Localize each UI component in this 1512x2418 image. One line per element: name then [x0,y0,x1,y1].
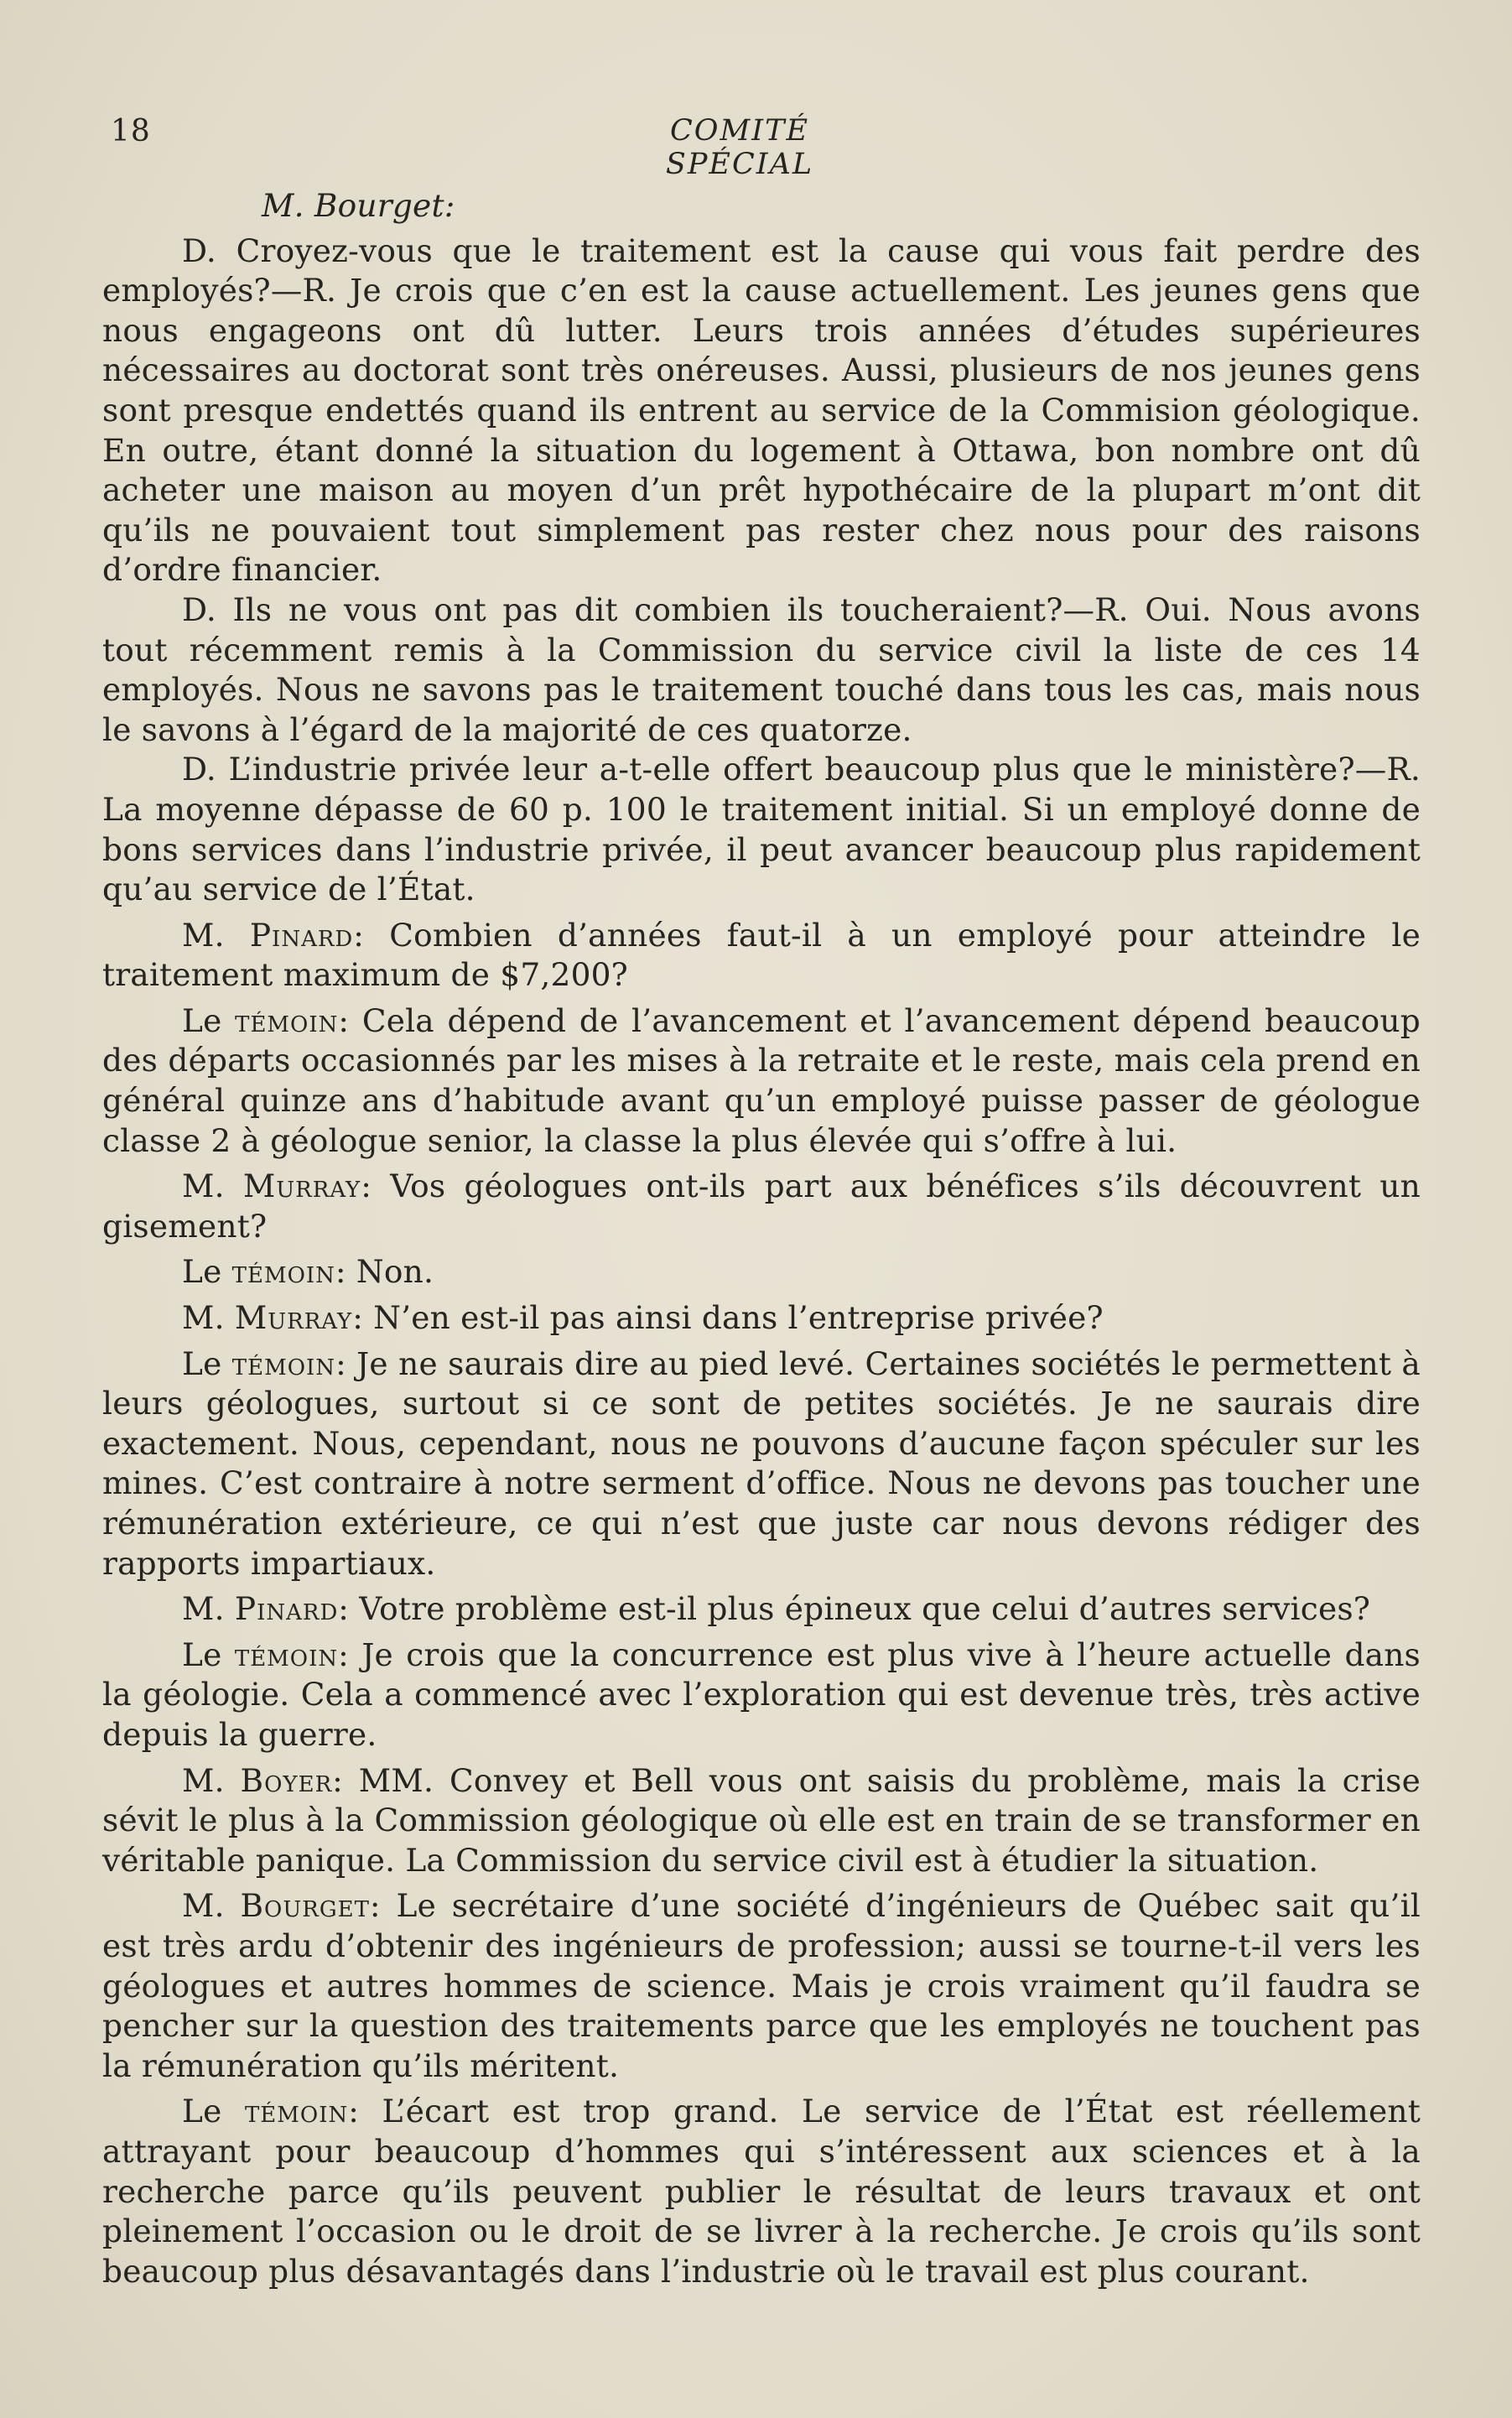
paragraph [102,1344,1421,1584]
speaker-prefix: Le [182,1635,235,1673]
paragraph-text: D. Ils ne vous ont pas dit combien ils toucheraient?—R. Oui. Nous avons tout récemment remis à la Commission du service civil la liste de ces 14 employés. Nous ne savons pas le traitement touché dans tous les cas, mais nous le savons à l’égard de la majorité de ces quatorze. [102,590,1421,748]
speaker-name: Bourget [240,1887,370,1925]
paragraph-text: : Votre problème est-il plus épineux que celui d’autres services? [338,1590,1371,1628]
speaker-name: témoin [244,2093,349,2130]
paragraph-text: : Combien d’années faut-il à un employé pour atteindre le traitement maximum de $7,200? [102,916,1421,994]
speaker-name: témoin [231,1253,335,1291]
speaker-heading: M. Bourget: [262,187,455,224]
paragraph-text: : Vos géologues ont-ils part aux bénéfices s’ils découvrent un gisement? [102,1167,1421,1245]
speaker-prefix: Le [182,1344,232,1382]
speaker-prefix: M. [182,916,250,954]
transcript-body [102,186,1421,2291]
running-title: COMITÉ SPÉCIAL [665,114,814,181]
speaker-prefix: M. [182,1167,243,1205]
paragraph-text: : L’écart est trop grand. Le service de l’État est réellement attrayant pour beaucoup d’hommes qui s’intéressent aux sciences et à la recherche parce qu’ils peuvent publier le résultat de leurs travaux et ont pleinement l’occasion ou le droit de se livrer à la recherche. Je crois qu’ils sont beaucoup plus désavantagés dans l’industrie où le travail est plus courant. [102,2093,1421,2290]
paragraph [102,916,1421,996]
speaker-prefix: M. [182,1761,241,1799]
speaker-name: Boyer [240,1761,333,1799]
paragraph [102,1252,1421,1292]
paragraph-text: : Je ne saurais dire au pied levé. Certaines sociétés le permettent à leurs géologues, surtout si ce sont de petites sociétés. Je ne saurais dire exactement. Nous, cependant, nous ne pouvons d’aucune façon spéculer sur les mines. C’est contraire à notre serment d’office. Nous ne devons pas toucher une rémunération extérieure, ce qui n’est que juste car nous devons rédiger des rapports impartiaux. [102,1344,1421,1582]
paragraph [102,231,1421,590]
speaker-prefix: Le [182,1253,232,1291]
paragraph-text: D. L’industrie privée leur a-t-elle offert beaucoup plus que le ministère?—R. La moyenne dépasse de 60 p. 100 le traitement initial. Si un employé donne de bons services dans l’industrie privée, il peut avancer beaucoup plus rapidement qu’au service de l’État. [102,751,1421,908]
page-number: 18 [111,114,151,148]
paragraph-text: : Non. [335,1253,434,1291]
speaker-name: témoin [235,1001,339,1039]
paragraph [102,1886,1421,2086]
paragraph-text: : Je crois que la concurrence est plus vive à l’heure actuelle dans la géologie. Cela a commencé avec l’exploration qui est devenue très, très active depuis la guerre. [102,1635,1421,1753]
paragraph [102,1635,1421,1755]
paragraph-text: : N’en est-il pas ainsi dans l’entreprise privée? [352,1299,1104,1337]
speaker-name: Murray [234,1299,353,1337]
paragraph [102,1761,1421,1881]
paragraph [102,1298,1421,1339]
speaker-name: Murray [242,1167,361,1205]
speaker-prefix: Le [182,1001,236,1039]
paragraph-text: : Cela dépend de l’avancement et l’avancement dépend beaucoup des départs occasionnés par les mises à la retraite et le reste, mais cela prend en général quinze ans d’habitude avant qu’un employé puisse passer de géologue classe 2 à géologue senior, la classe la plus élevée qui s’offre à lui. [102,1001,1421,1159]
speaker-name: témoin [234,1635,339,1673]
paragraph-text: : MM. Convey et Bell vous ont saisis du problème, mais la crise sévit le plus à la Commission géologique où elle est en train de se transformer en véritable panique. La Commission du service civil est à étudier la situation. [102,1761,1421,1879]
paragraph-text: : Le secrétaire d’une société d’ingénieurs de Québec sait qu’il est très ardu d’obtenir des ingénieurs de profession; aussi se tourne-t-il vers les géologues et autres hommes de science. Mais je crois vraiment qu’il faudra se pencher sur la question des traitements parce que les employés ne touchent pas la rémunération qu’ils méritent. [102,1887,1421,2084]
paragraph [102,1001,1421,1161]
page-header [111,114,1419,181]
speaker-prefix: M. [182,1590,235,1628]
speaker-prefix: M. [182,1887,241,1925]
speaker-prefix: Le [182,2093,245,2130]
paragraph [102,1167,1421,1246]
paragraph [102,2092,1421,2291]
speaker-prefix: M. [182,1299,235,1337]
paragraph-text: D. Croyez-vous que le traitement est la cause qui vous fait perdre des employés?—R. Je crois que c’en est la cause actuellement. Les jeunes gens que nous engageons ont dû lutter. Leurs trois années d’études supérieures nécessaires au doctorat sont très onéreuses. Aussi, plusieurs de nos jeunes gens sont presque endettés quand ils entrent au service de la Commision géologique. En outre, étant donné la situation du logement à Ottawa, bon nombre ont dû acheter une maison au moyen d’un prêt hypothécaire de la plupart m’ont dit qu’ils ne pouvaient tout simplement pas rester chez nous pour des raisons d’ordre financier. [102,231,1421,589]
speaker-name: témoin [231,1344,336,1382]
speaker-name: Pinard [234,1590,339,1628]
paragraph [102,750,1421,909]
paragraph [102,590,1421,750]
speaker-name: Pinard [249,916,354,954]
paragraph [102,1589,1421,1630]
